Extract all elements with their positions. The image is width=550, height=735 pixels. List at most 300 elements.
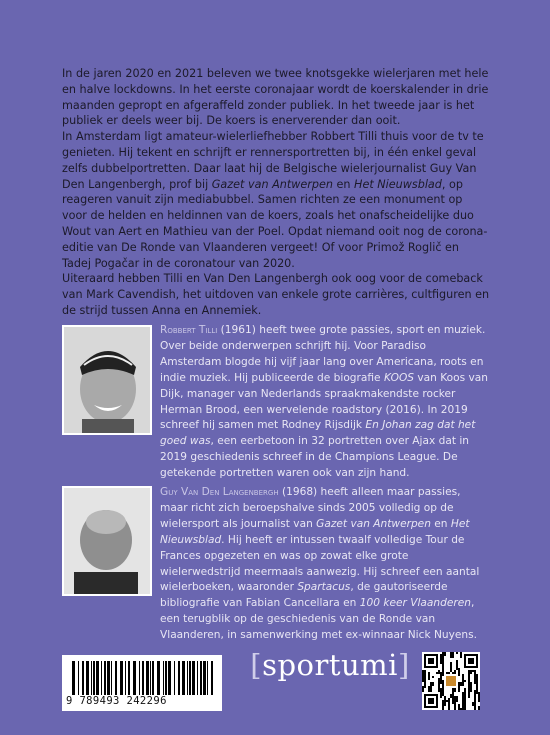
qr-module — [438, 672, 440, 674]
qr-module — [428, 690, 430, 692]
qr-module — [468, 692, 470, 694]
qr-module — [430, 688, 432, 690]
logo-text: sportumi — [262, 648, 398, 682]
qr-module — [432, 682, 434, 684]
qr-module — [422, 688, 424, 690]
qr-module — [478, 694, 480, 696]
qr-module — [456, 664, 458, 666]
qr-module — [476, 688, 478, 690]
qr-module — [460, 656, 462, 658]
qr-module — [462, 682, 464, 684]
newspaper-title: Gazet van Antwerpen — [211, 177, 333, 191]
qr-module — [474, 672, 476, 674]
qr-module — [444, 698, 446, 700]
qr-module — [452, 688, 454, 690]
qr-module — [474, 674, 476, 676]
bio-text: van Koos van Dijk, manager van Nederlands spraakmakendste rocker Herman Brood, een wervelende roadstory (2016). In 2019 schreef hij samen met Rodney Rijsdijk — [160, 371, 488, 432]
qr-module — [438, 690, 440, 692]
qr-module — [476, 686, 478, 688]
qr-module — [458, 670, 460, 672]
qr-module — [428, 672, 430, 674]
barcode-bar — [91, 661, 92, 695]
qr-module — [442, 668, 444, 670]
qr-module — [458, 704, 460, 706]
qr-module — [444, 654, 446, 656]
qr-module — [472, 704, 474, 706]
qr-module — [448, 708, 450, 710]
qr-module — [442, 686, 444, 688]
barcode-bar — [146, 661, 149, 695]
qr-module — [422, 686, 424, 688]
qr-module — [422, 670, 424, 672]
author-name: Robbert Tilli — [160, 324, 218, 336]
newspaper-title: Het Nieuwsblad — [160, 517, 470, 546]
qr-module — [464, 694, 466, 696]
qr-module — [462, 692, 464, 694]
qr-module — [474, 676, 476, 678]
qr-module — [452, 652, 454, 654]
qr-module — [470, 670, 472, 672]
qr-module — [442, 670, 444, 672]
qr-module — [478, 698, 480, 700]
logo-bracket-close: ] — [397, 648, 410, 682]
blurb-text: en — [332, 177, 355, 191]
barcode-bar — [78, 661, 79, 695]
author-photo-robbert-tilli — [62, 325, 152, 435]
qr-module — [468, 694, 470, 696]
barcode-bar — [163, 661, 164, 695]
qr-module — [428, 678, 430, 680]
author-photo-guy-van-den-langenbergh — [62, 486, 152, 596]
barcode-bar — [187, 661, 188, 695]
qr-module — [442, 656, 444, 658]
qr-module — [424, 684, 426, 686]
back-cover-blurb — [62, 66, 490, 319]
qr-module — [468, 672, 470, 674]
qr-module — [454, 688, 456, 690]
qr-module — [424, 674, 426, 676]
qr-module — [476, 674, 478, 676]
qr-module — [464, 688, 466, 690]
bio-text: (1968) heeft alleen maar passies, maar richt zich beroepshalve sinds 2005 volledig op de wielersport als journalist van — [160, 486, 461, 530]
qr-code-pattern — [422, 652, 480, 710]
qr-module — [454, 670, 456, 672]
barcode-bar — [72, 661, 75, 695]
qr-module — [458, 668, 460, 670]
qr-module — [440, 682, 442, 684]
qr-module — [424, 678, 426, 680]
book-title: En Johan zag dat het goed was — [160, 419, 476, 448]
qr-module — [478, 692, 480, 694]
qr-module — [442, 684, 444, 686]
qr-module — [462, 698, 464, 700]
qr-module — [468, 680, 470, 682]
qr-module — [448, 672, 450, 674]
qr-module — [444, 704, 446, 706]
qr-module — [462, 702, 464, 704]
blurb-text: , op reageren vanuit zijn mediabubbel. Samen richten ze een monument op voor de helden en heldinnen van de koers, zoals het onafscheidelijke duo Wout van Aert en Mathieu van der Poel. Opdat niemand ooit nog de corona-editie van De Ronde van Vlaanderen vergeet! Of voor Primož Roglič en Tadej Pogačar in de coronatour van 2020. — [62, 177, 488, 270]
qr-module — [474, 678, 476, 680]
qr-module — [462, 694, 464, 696]
qr-module — [464, 690, 466, 692]
qr-module — [442, 654, 444, 656]
newspaper-title: Het Nieuwsblad — [354, 177, 442, 191]
qr-module — [444, 700, 446, 702]
barcode-bar — [157, 661, 160, 695]
qr-module — [468, 684, 470, 686]
qr-module — [468, 688, 470, 690]
barcode-bar — [182, 661, 185, 695]
barcode-bar — [101, 661, 102, 695]
qr-module — [448, 702, 450, 704]
qr-module — [476, 682, 478, 684]
qr-module — [450, 664, 452, 666]
barcode-bar — [125, 661, 126, 695]
barcode-bar — [197, 661, 198, 695]
qr-module — [450, 666, 452, 668]
qr-module — [456, 700, 458, 702]
qr-module — [442, 662, 444, 664]
book-title: KOOS — [383, 371, 415, 384]
qr-module — [474, 694, 476, 696]
qr-module — [458, 682, 460, 684]
qr-module — [448, 700, 450, 702]
qr-module — [458, 674, 460, 676]
qr-module — [442, 680, 444, 682]
newspaper-title: Gazet van Antwerpen — [316, 517, 431, 530]
barcode-bar — [200, 661, 202, 695]
barcode-bar — [189, 661, 191, 695]
qr-module — [440, 674, 442, 676]
qr-module — [454, 672, 456, 674]
qr-module — [440, 672, 442, 674]
qr-module — [464, 708, 466, 710]
publisher-logo — [245, 648, 415, 682]
qr-module — [450, 656, 452, 658]
qr-module — [442, 660, 444, 662]
qr-module — [440, 688, 442, 690]
qr-module — [458, 706, 460, 708]
qr-module — [442, 674, 444, 676]
barcode-bar — [120, 661, 123, 695]
qr-module — [474, 702, 476, 704]
qr-module — [470, 690, 472, 692]
qr-module — [452, 654, 454, 656]
qr-module — [458, 672, 460, 674]
bio-text: , de gautoriseerde bibliografie van Fabian Cancellara en — [160, 581, 448, 610]
qr-module — [468, 678, 470, 680]
qr-module — [432, 676, 434, 678]
qr-module — [442, 702, 444, 704]
qr-module — [450, 694, 452, 696]
barcode-bar — [178, 661, 180, 695]
qr-module — [446, 672, 448, 674]
blurb-paragraph-1: In de jaren 2020 en 2021 beleven we twee knotsgekke wielerjaren met hele en halve lockdowns. In het eerste coronajaar wordt de koerskalender in drie maanden gepropt en afgeraffeld zonder publiek. In het tweede jaar is het publiek er deels weer bij. De koers is enerverender dan ooit. — [62, 67, 489, 128]
qr-module — [424, 682, 426, 684]
qr-module — [474, 704, 476, 706]
barcode-bar — [150, 661, 151, 695]
qr-module — [438, 684, 440, 686]
qr-module — [440, 690, 442, 692]
barcode-bar — [168, 661, 171, 695]
qr-module — [440, 656, 442, 658]
qr-module — [442, 700, 444, 702]
qr-module — [476, 692, 478, 694]
qr-module — [462, 684, 464, 686]
barcode-bar — [104, 661, 106, 695]
qr-module — [442, 706, 444, 708]
barcode-bar — [133, 661, 136, 695]
qr-module — [422, 680, 424, 682]
qr-module — [432, 684, 434, 686]
qr-module — [422, 676, 424, 678]
qr-module — [442, 672, 444, 674]
qr-module — [430, 686, 432, 688]
barcode-bar — [174, 661, 175, 695]
qr-module — [464, 692, 466, 694]
qr-module — [444, 696, 446, 698]
qr-module — [458, 690, 460, 692]
qr-module — [458, 688, 460, 690]
qr-module — [464, 680, 466, 682]
qr-module — [422, 672, 424, 674]
qr-module — [468, 696, 470, 698]
qr-module — [456, 666, 458, 668]
qr-module — [438, 678, 440, 680]
bio-text: en — [430, 517, 451, 530]
author-name: Guy Van Den Langenbergh — [160, 486, 279, 498]
qr-module — [474, 708, 476, 710]
barcode-bar — [152, 661, 154, 695]
barcode-bar — [107, 661, 110, 695]
book-title: 100 keer Vlaanderen — [359, 597, 471, 610]
qr-module — [444, 702, 446, 704]
qr-module — [464, 702, 466, 704]
qr-module — [470, 688, 472, 690]
qr-module — [474, 696, 476, 698]
qr-module — [464, 706, 466, 708]
bio-robbert-tilli — [160, 323, 490, 482]
isbn-number: 9 789493 242296 — [66, 695, 167, 707]
qr-module — [476, 676, 478, 678]
barcode-bar — [96, 661, 99, 695]
qr-module — [464, 704, 466, 706]
qr-module — [454, 702, 456, 704]
qr-module — [442, 704, 444, 706]
qr-module — [462, 680, 464, 682]
barcode-bar — [203, 661, 206, 695]
qr-module — [424, 672, 426, 674]
blurb-paragraph-2 — [62, 129, 490, 271]
qr-module — [462, 708, 464, 710]
blurb-text: In Amsterdam ligt amateur-wielerliefhebber Robbert Tilli thuis voor de tv te genieten. Hij tekent en schrijft er rennersportretten bij, in één enkel geval zelfs dubbelportretten. Daar laat hij de Belgische wielerjournalist Guy Van Den Langenbergh, prof bij — [62, 130, 484, 191]
qr-module — [440, 694, 442, 696]
qr-module — [474, 682, 476, 684]
qr-module — [456, 662, 458, 664]
qr-module — [460, 708, 462, 710]
qr-module — [438, 680, 440, 682]
qr-module — [428, 658, 434, 664]
qr-module — [452, 700, 454, 702]
qr-module — [442, 664, 444, 666]
qr-module — [462, 676, 464, 678]
qr-module — [430, 690, 432, 692]
barcode-bar — [211, 661, 213, 695]
qr-module — [474, 698, 476, 700]
qr-module — [444, 652, 446, 654]
qr-module — [478, 706, 480, 708]
qr-code — [422, 652, 480, 710]
qr-module — [462, 696, 464, 698]
qr-module — [440, 660, 442, 662]
qr-module — [438, 688, 440, 690]
book-title: Spartacus — [297, 581, 351, 594]
bio-text: , een eerbetoon in 32 portretten over Ajax dat in 2019 geschiedenis schreef in de Champions League. De getekende portretten waren ook van zijn hand. — [160, 435, 470, 480]
qr-module — [454, 708, 456, 710]
qr-module — [472, 702, 474, 704]
qr-module — [422, 690, 424, 692]
qr-module — [460, 652, 462, 654]
qr-module — [460, 684, 462, 686]
qr-module — [462, 700, 464, 702]
qr-module — [468, 670, 470, 672]
qr-module — [458, 708, 460, 710]
qr-module — [450, 696, 452, 698]
qr-module — [454, 690, 456, 692]
qr-module — [430, 684, 432, 686]
qr-module — [442, 658, 444, 660]
qr-module — [440, 692, 442, 694]
qr-module — [424, 670, 426, 672]
qr-module — [450, 652, 452, 654]
qr-module — [438, 670, 440, 672]
qr-module — [456, 660, 458, 662]
qr-module — [470, 672, 472, 674]
barcode-bars — [72, 661, 214, 695]
barcode-bar — [139, 661, 140, 695]
qr-module — [428, 676, 430, 678]
qr-module — [422, 678, 424, 680]
qr-module — [474, 690, 476, 692]
qr-module — [452, 656, 454, 658]
qr-module — [440, 696, 442, 698]
qr-module — [446, 676, 456, 686]
barcode-bar — [128, 661, 130, 695]
qr-module — [456, 696, 458, 698]
qr-module — [464, 700, 466, 702]
qr-module — [454, 704, 456, 706]
qr-module — [452, 672, 454, 674]
qr-module — [424, 686, 426, 688]
qr-module — [442, 652, 444, 654]
qr-module — [474, 670, 476, 672]
qr-module — [460, 654, 462, 656]
barcode-bar — [111, 661, 112, 695]
qr-module — [440, 680, 442, 682]
qr-module — [442, 694, 444, 696]
qr-module — [454, 696, 456, 698]
qr-module — [470, 682, 472, 684]
qr-module — [468, 682, 470, 684]
qr-module — [452, 702, 454, 704]
qr-module — [428, 688, 430, 690]
qr-module — [474, 692, 476, 694]
qr-module — [454, 698, 456, 700]
qr-module — [462, 704, 464, 706]
qr-module — [452, 692, 454, 694]
qr-module — [458, 684, 460, 686]
barcode-bar — [86, 661, 89, 695]
qr-module — [468, 686, 470, 688]
qr-module — [448, 704, 450, 706]
barcode-bar — [192, 661, 195, 695]
qr-module — [456, 668, 458, 670]
barcode-bar — [82, 661, 84, 695]
bio-text: . Hij heeft er intussen twaalf volledige Tour de Frances opgezeten en was op zowat elke grote wielerwedstrijd meermaals aanwezig. Hij schreef een aantal wielerboeken, waaronder — [160, 533, 480, 594]
qr-module — [468, 676, 470, 678]
barcode-bar — [207, 661, 208, 695]
qr-module — [450, 654, 452, 656]
bio-text: , een terugblik op de geschiedenis van de Ronde van Vlaanderen, in samenwerking met ex-winnaar Nick Nuyens. — [160, 597, 477, 642]
bio-text: (1961) heeft twee grote passies, sport en muziek. Over beide onderwerpen schrijft hij. Voor Paradiso Amsterdam blogde hij vijf jaar lang over Americana, roots en indie muziek. Hij publiceerde de biografie — [160, 324, 486, 384]
qr-module — [458, 686, 460, 688]
qr-module — [450, 662, 452, 664]
qr-module — [438, 686, 440, 688]
qr-module — [478, 696, 480, 698]
qr-module — [476, 678, 478, 680]
qr-module — [470, 686, 472, 688]
qr-module — [474, 700, 476, 702]
qr-module — [452, 698, 454, 700]
qr-module — [440, 654, 442, 656]
qr-module — [442, 690, 444, 692]
qr-module — [428, 686, 430, 688]
qr-module — [476, 680, 478, 682]
qr-module — [464, 696, 466, 698]
qr-module — [456, 652, 458, 654]
qr-module — [440, 678, 442, 680]
qr-module — [450, 668, 452, 670]
qr-module — [430, 682, 432, 684]
qr-module — [448, 706, 450, 708]
qr-module — [424, 676, 426, 678]
qr-module — [464, 698, 466, 700]
qr-module — [462, 678, 464, 680]
qr-module — [448, 698, 450, 700]
qr-module — [476, 690, 478, 692]
qr-module — [454, 706, 456, 708]
barcode-bar — [142, 661, 144, 695]
qr-module — [452, 690, 454, 692]
qr-module — [422, 674, 424, 676]
qr-module — [454, 700, 456, 702]
qr-module — [468, 690, 470, 692]
qr-module — [440, 658, 442, 660]
barcode-bar — [93, 661, 95, 695]
qr-module — [452, 694, 454, 696]
qr-module — [462, 674, 464, 676]
qr-module — [428, 674, 430, 676]
qr-module — [474, 706, 476, 708]
qr-module — [452, 696, 454, 698]
qr-module — [446, 700, 448, 702]
qr-module — [456, 698, 458, 700]
qr-module — [476, 684, 478, 686]
qr-module — [478, 708, 480, 710]
bio-guy-van-den-langenbergh — [160, 485, 490, 644]
isbn-barcode — [62, 655, 222, 711]
qr-module — [442, 688, 444, 690]
